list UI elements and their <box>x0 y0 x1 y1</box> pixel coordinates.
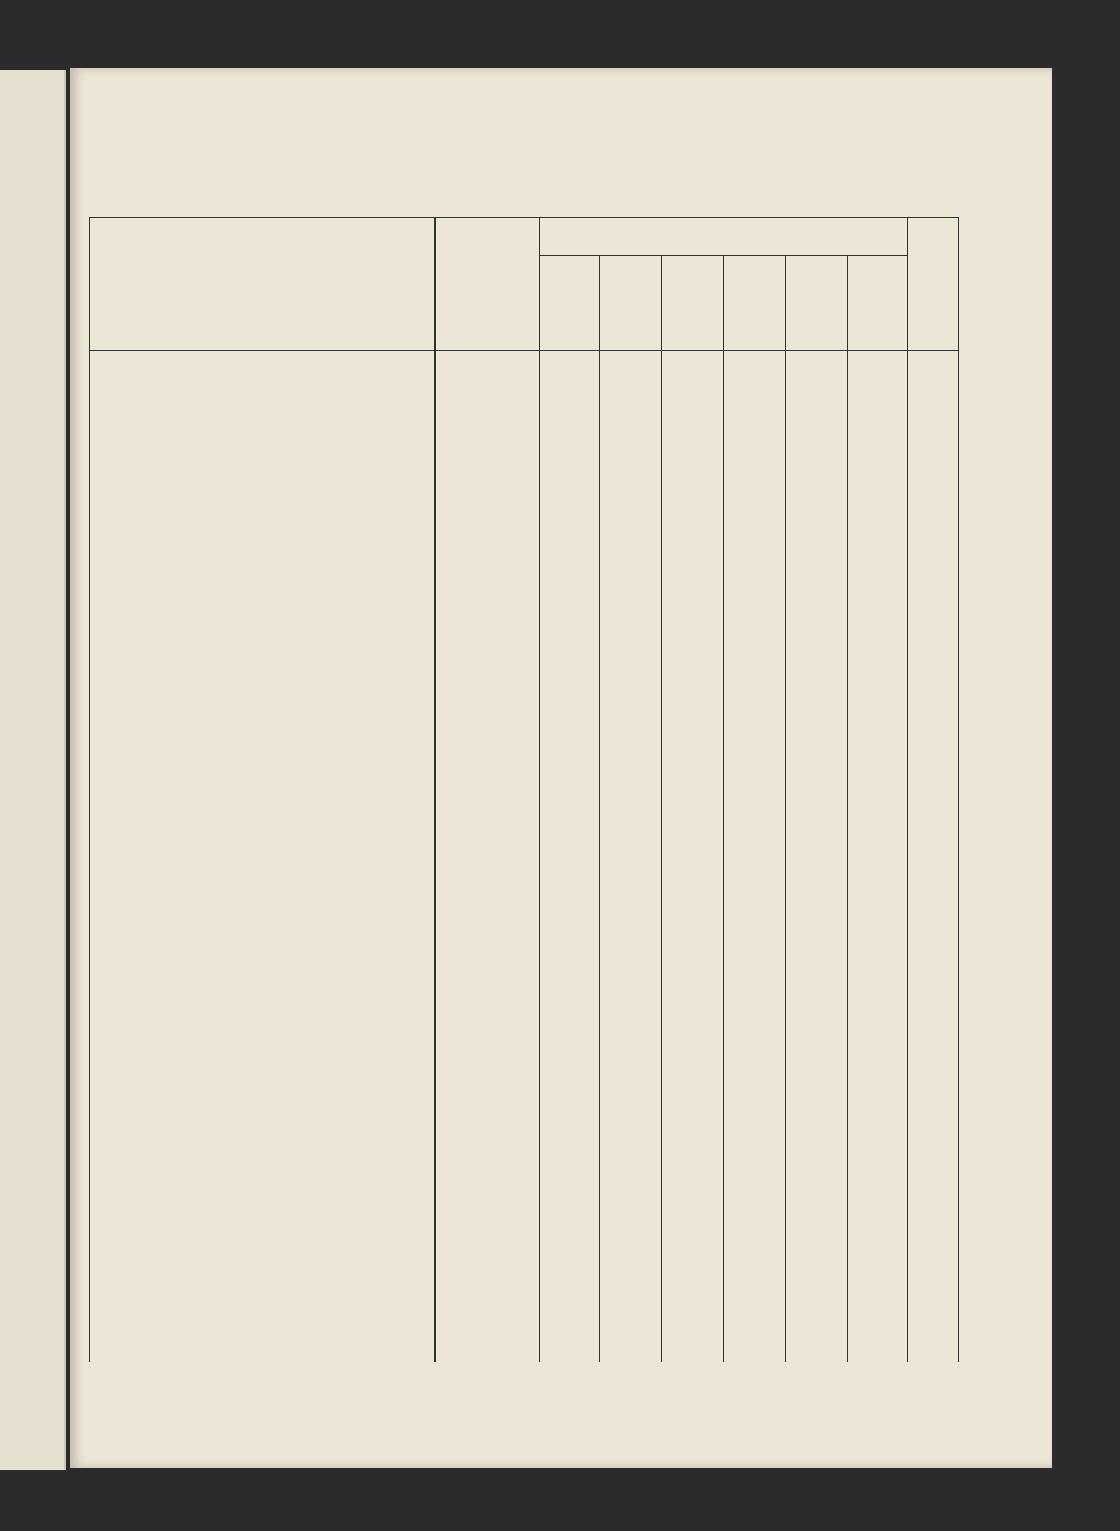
col-rule-5 <box>847 255 848 1362</box>
col-rule-6 <box>907 217 908 1362</box>
col-rule-uezd <box>539 217 540 1362</box>
table-right-rule <box>958 217 959 1362</box>
header-bottom-rule <box>89 350 959 351</box>
data-table <box>89 217 959 1362</box>
col-rule-3 <box>723 255 724 1362</box>
col-rule-2 <box>661 255 662 1362</box>
left-page-edge <box>0 70 66 1470</box>
col-rule-4 <box>785 255 786 1362</box>
table-left-rule <box>89 217 90 1362</box>
col-rule-name <box>434 217 436 1362</box>
col-rule-1 <box>599 255 600 1362</box>
table-top-rule <box>89 217 959 218</box>
